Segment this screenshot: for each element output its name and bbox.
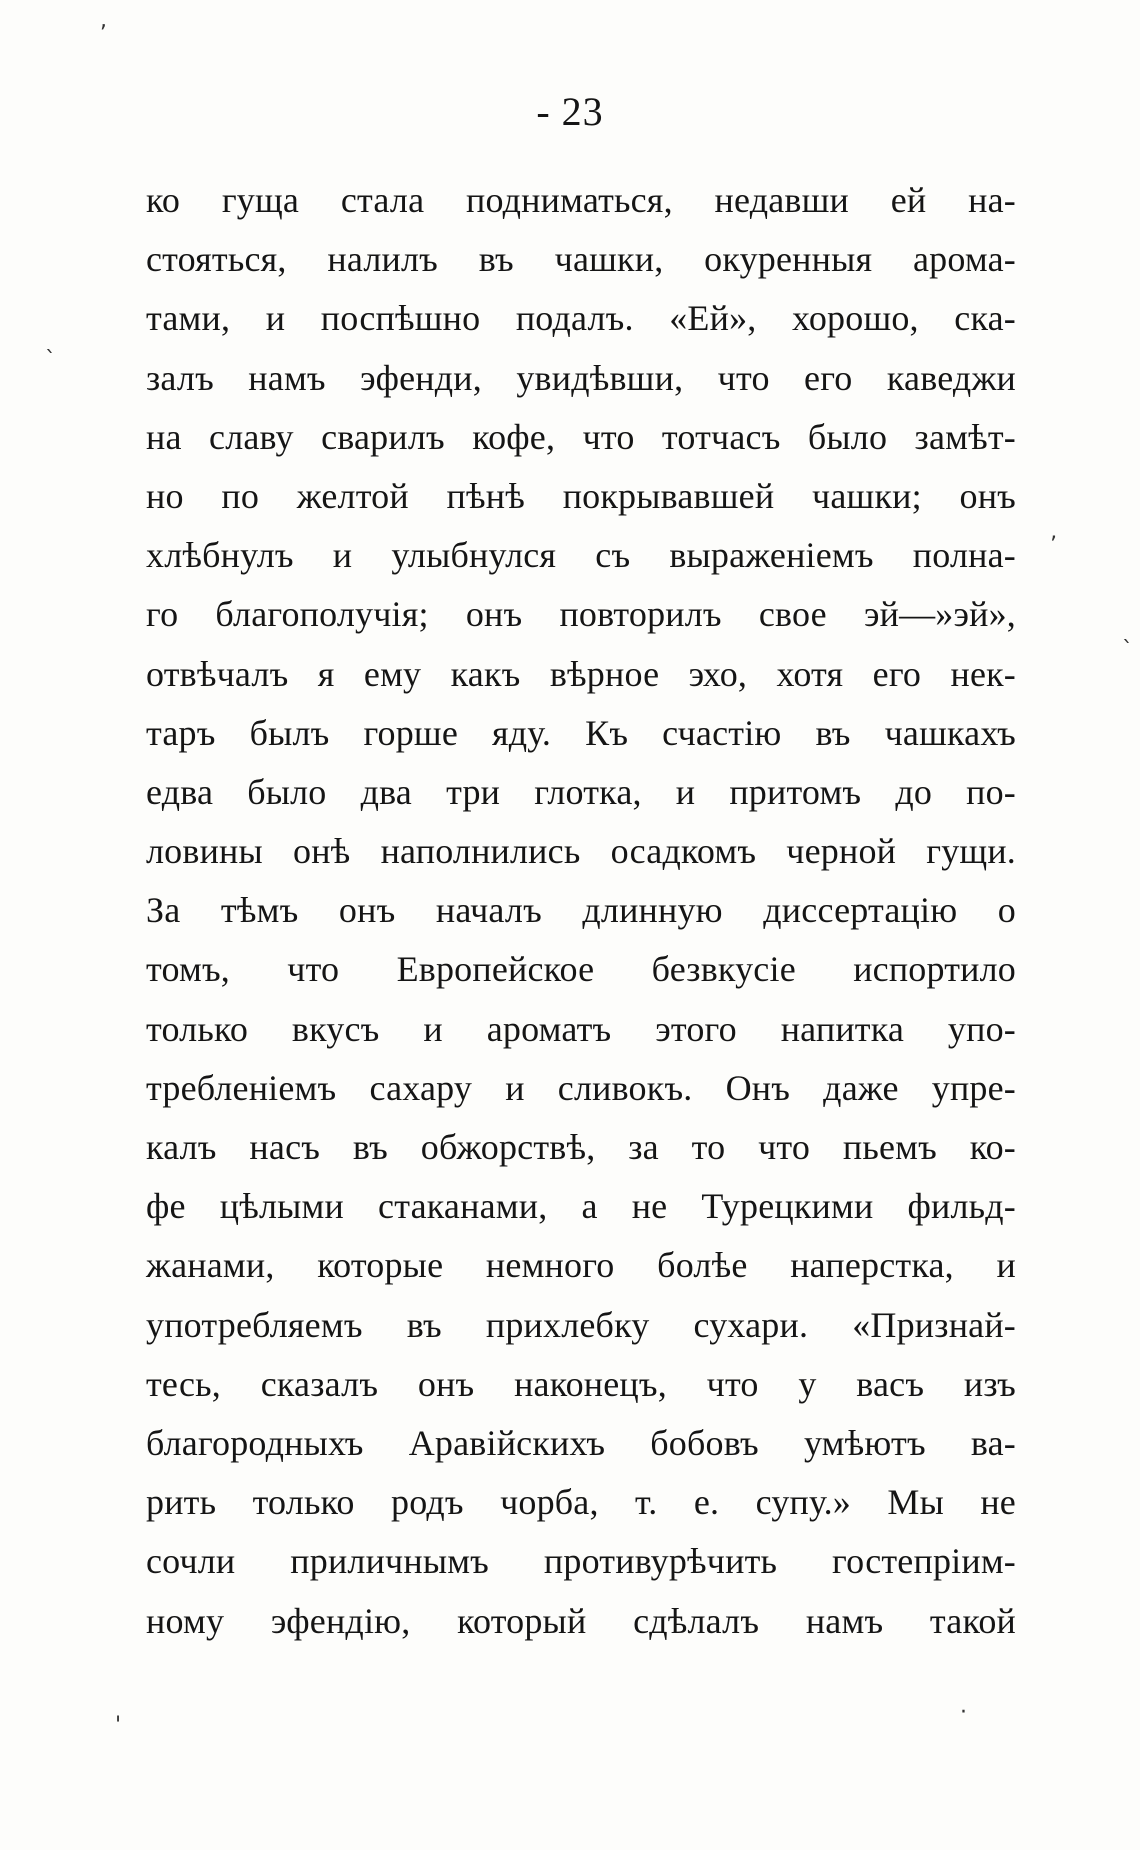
text-line: требленіемъ сахару и сливокъ. Онъ даже упре-	[146, 1067, 1016, 1108]
ink-speck: ,	[100, 8, 107, 33]
text-line: таръ былъ горше яду. Къ счастію въ чашкахъ	[146, 712, 1016, 753]
text-line: рить только родъ чорба, т. е. супу.» Мы не	[146, 1482, 1016, 1523]
text-line: томъ, что Европейское безвкусіе испортило	[146, 949, 1016, 990]
text-line: ному эфендію, который сдѣлалъ намъ такой	[146, 1600, 1016, 1641]
text-line: фе цѣлыми стаканами, а не Турецкими фильд-	[146, 1186, 1016, 1227]
text-line: благородныхъ Аравійскихъ бобовъ умѣютъ ва-	[146, 1422, 1016, 1463]
text-line: на славу сварилъ кофе, что тотчасъ было замѣт-	[146, 416, 1016, 457]
page-number: - 23	[536, 89, 604, 134]
text-line: стояться, налилъ въ чашки, окуренныя арома-	[146, 239, 1016, 280]
text-line: ловины онѣ наполнились осадкомъ черной гущи.	[146, 831, 1016, 872]
text-line: хлѣбнулъ и улыбнулся съ выраженіемъ полна-	[146, 535, 1016, 576]
text-line: залъ намъ эфенди, увидѣвши, что его каведжи	[146, 357, 1016, 398]
text-line: За тѣмъ онъ началъ длинную диссертацію о	[146, 890, 1016, 931]
ink-speck: ’	[1050, 533, 1057, 558]
text-line: тесь, сказалъ онъ наконецъ, что у васъ изъ	[146, 1363, 1016, 1404]
text-line: калъ насъ въ обжорствѣ, за то что пьемъ ко-	[146, 1127, 1016, 1167]
body-text	[146, 171, 1016, 1651]
text-line: только вкусъ и ароматъ этого напитка упо-	[146, 1008, 1016, 1049]
text-line: употребляемъ въ прихлебку сухари. «Признай-	[146, 1304, 1016, 1345]
text-line: го благополучія; онъ повторилъ свое эй—»эй»,	[146, 594, 1016, 635]
text-line: ко гуща стала подниматься, недавши ей на-	[146, 180, 1016, 220]
ink-speck: `	[1122, 638, 1133, 663]
text-line: едва было два три глотка, и притомъ до по-	[146, 771, 1016, 812]
ink-speck: ·	[960, 1700, 967, 1725]
text-line: но по желтой пѣнѣ покрывавшей чашки; онъ	[146, 475, 1016, 516]
ink-speck: `	[45, 348, 56, 373]
text-line: жанами, которые немного болѣе наперстка, и	[146, 1245, 1016, 1286]
ink-speck: '	[115, 1713, 122, 1738]
text-line: тами, и поспѣшно подалъ. «Ей», хорошо, ска-	[146, 298, 1016, 339]
text-line: отвѣчалъ я ему какъ вѣрное эхо, хотя его нек-	[146, 653, 1016, 694]
text-line: сочли приличнымъ противурѣчить гостепріим-	[146, 1541, 1016, 1582]
